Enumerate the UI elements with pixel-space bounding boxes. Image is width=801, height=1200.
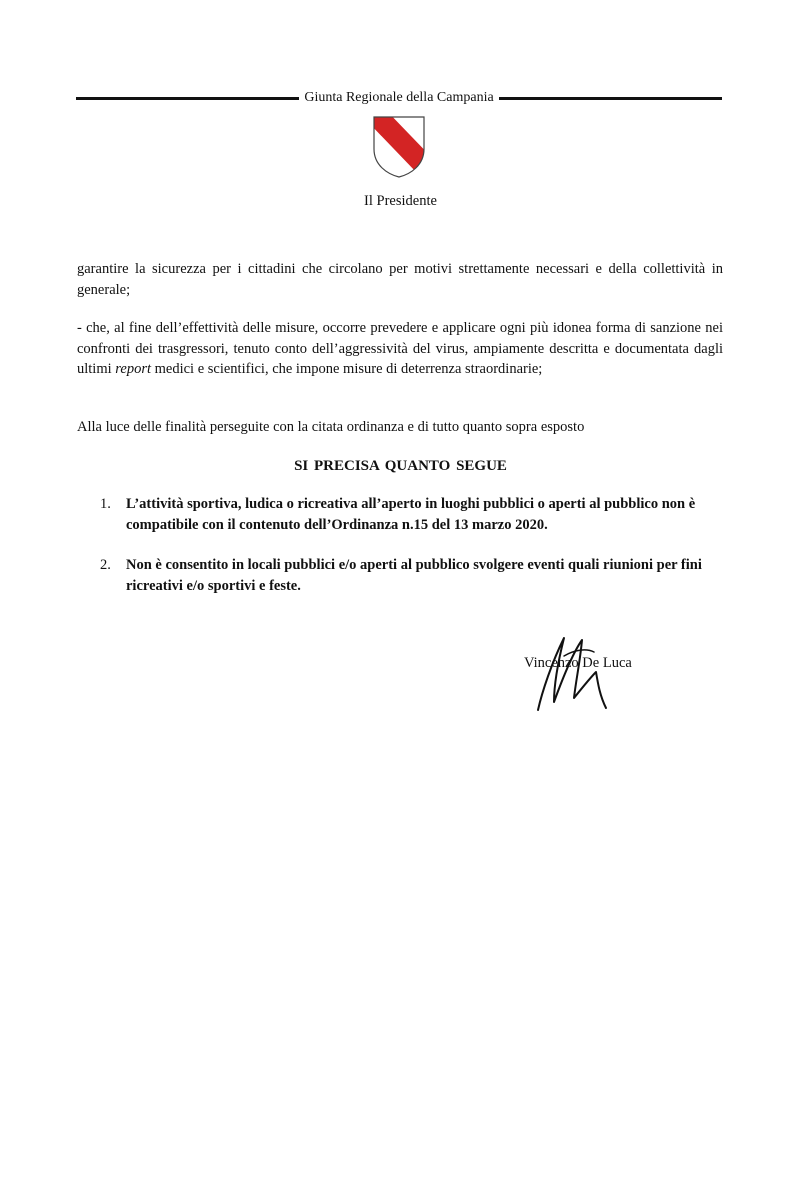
list-item-number: 2. bbox=[100, 557, 111, 573]
letterhead-rule-left bbox=[76, 97, 299, 100]
letterhead-rule-right bbox=[499, 97, 722, 100]
paragraph-sanctions bbox=[77, 318, 723, 380]
campania-coat-of-arms-icon bbox=[371, 115, 427, 179]
list-item-text: L’attività sportiva, ludica o ricreativa all’aperto in luoghi pubblici o aperti al pubblico non è compatibile con il contenuto dell’Ordinanza n.15 del 13 marzo 2020. bbox=[126, 496, 696, 533]
handwritten-signature-icon bbox=[528, 632, 618, 714]
institution-name: Giunta Regionale della Campania bbox=[304, 90, 494, 105]
list-item-text: Non è consentito in locali pubblici e/o aperti al pubblico svolgere eventi quali riunioni per fini ricreativi e/o sportivi e feste. bbox=[126, 557, 702, 594]
section-heading: SI PRECISA QUANTO SEGUE bbox=[294, 458, 507, 474]
list-item bbox=[100, 494, 730, 536]
paragraph-premise: Alla luce delle finalità perseguite con la citata ordinanza e di tutto quanto sopra esposto bbox=[77, 419, 585, 435]
office-title: Il Presidente bbox=[364, 193, 437, 209]
paragraph-safety: garantire la sicurezza per i cittadini che circolano per motivi strettamente necessari e della collettività in generale; bbox=[77, 261, 723, 298]
letterhead bbox=[76, 88, 722, 108]
paragraph-sanctions-start: - che, al fine dell’effettività delle misure, occorre prevedere e applicare ogni più idonea forma di sanzione nei confronti dei trasgressori, tenuto conto dell’aggressività del virus, ampiamente descritta e documentata dagli ultimi bbox=[77, 320, 723, 377]
list-item-number: 1. bbox=[100, 496, 111, 512]
signatory-name: Vincenzo De Luca bbox=[524, 655, 632, 671]
paragraph-sanctions-italic: report bbox=[115, 361, 151, 377]
list-item bbox=[100, 555, 730, 597]
paragraph-sanctions-end: medici e scientifici, che impone misure di deterrenza straordinarie; bbox=[151, 361, 543, 377]
